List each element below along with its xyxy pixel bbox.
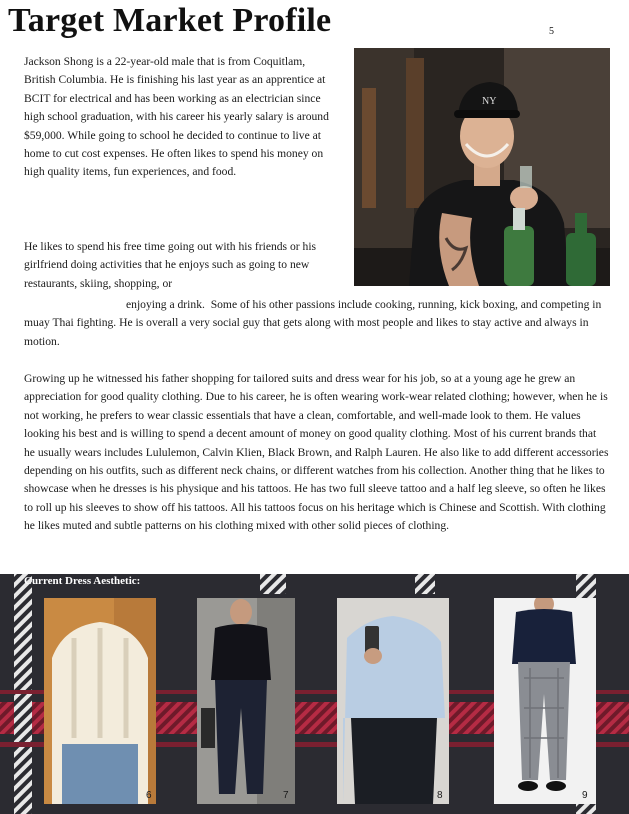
outfit-number-6: 6: [146, 790, 152, 801]
free-time-paragraph-start: He likes to spend his free time going out with his friends or his girlfriend doing activities that he enjoys such as going to new restaurants, skiing, shopping, or: [24, 240, 317, 290]
outfit-photo-8: [337, 598, 449, 804]
outfit-photo-6: [44, 598, 156, 804]
free-time-lead: enjoying a drink.: [126, 298, 205, 311]
page-number: 5: [549, 26, 554, 37]
dress-aesthetic-section: [0, 574, 629, 814]
outfit-photo-7: [197, 598, 295, 804]
cap-logo: NY: [482, 96, 497, 107]
outfit-photo-9: [494, 598, 596, 804]
outfit-number-7: 7: [283, 790, 289, 801]
page-title: Target Market Profile: [8, 2, 332, 39]
profile-photo: [354, 48, 610, 286]
clothing-paragraph: Growing up he witnessed his father shopping for tailored suits and dress wear for his job, so at a young age he grew an appreciation for good quality clothing. Due to his career, he is often wearing work-wear related clothing; however, when he is not working, he prefers to wear classic essentials that have a clean, comfortable, and well-made look to them. He values looking his best and is willing to spend a decent amount of money on good quality clothing. Most of his current brands that he usually wears includes Lululemon, Calvin Klien, Black Brown, and Ralph Lauren. He also like to add different accessories depending on his outfits, such as different neck chains, or different watches from his collection. Another thing that he likes to showcase when he dresses is his physique and his tattoos. He has two full sleeve tattoo and a half leg sleeve, so often he likes to roll up his sleeves to show off his tattoos. All his tattoos focus on his heritage which is Chinese and Scottish. With clothing he likes muted and subtle patterns on his clothing mixed with other solid pieces of clothing.: [24, 372, 609, 533]
dress-aesthetic-label: Current Dress Aesthetic:: [24, 575, 141, 587]
free-time-rest: Some of his other passions include cooking, running, kick boxing, and competing in muay Thai fighting. He is overall a very social guy that gets along with most people and likes to stay active and always in motion.: [24, 298, 602, 348]
intro-paragraph: Jackson Shong is a 22-year-old male that is from Coquitlam, British Columbia. He is finishing his last year as an apprentice at BCIT for electrical and has been working as an electrician since high school graduation, with his career his yearly salary is around $59,000. While going to school he decided to continue to live at home to cut cost expenses. He often likes to spend his money on high quality items, fun experiences, and food.: [24, 55, 329, 179]
outfit-number-9: 9: [582, 790, 588, 801]
outfit-number-8: 8: [437, 790, 443, 801]
free-time-paragraph-end: [24, 296, 610, 351]
